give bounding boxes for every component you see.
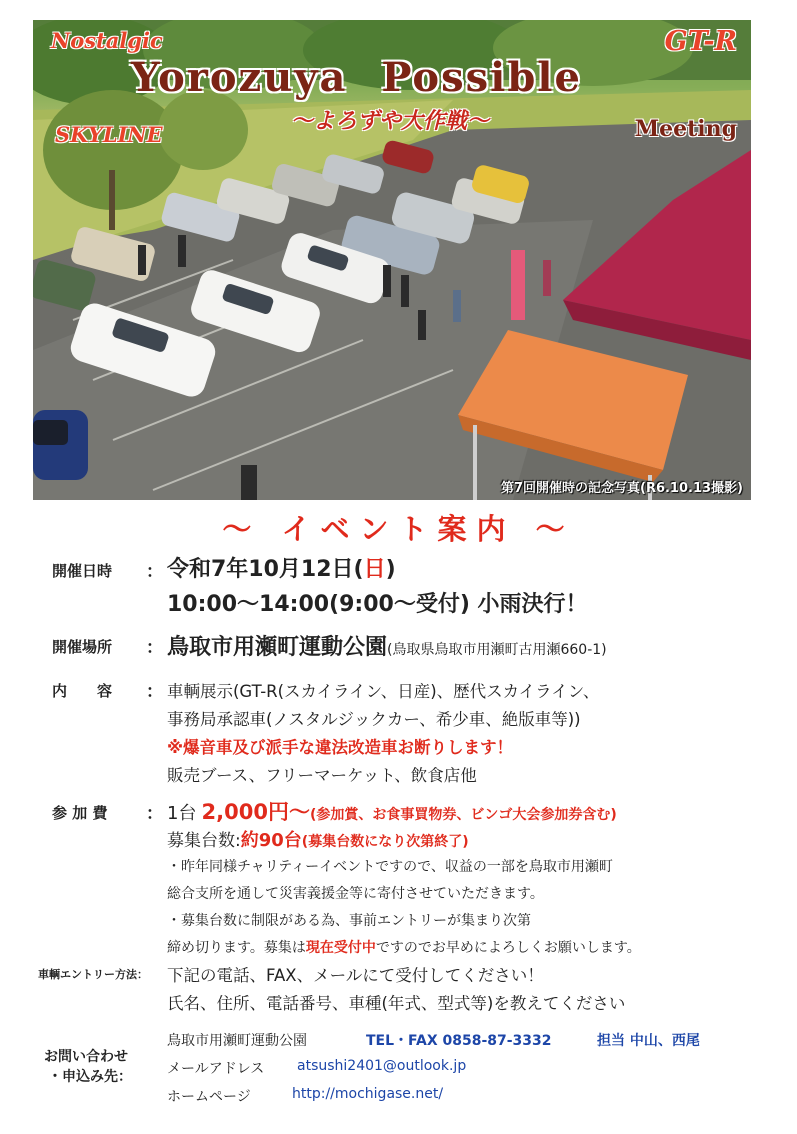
photo-caption: 第7回開催時の記念写真(R6.10.13撮影) bbox=[500, 481, 743, 496]
date-label: 開催日時 bbox=[52, 562, 113, 580]
event-title: Yorozuya Possible bbox=[131, 54, 582, 101]
date-day: 日 bbox=[363, 557, 386, 582]
limit-line-2: 締め切ります。募集は現在受付中ですのでお早めによろしくお願いします。 bbox=[167, 940, 641, 956]
event-subtitle: ～よろずや大作戦～ bbox=[291, 108, 490, 134]
content-line-4: 販売ブース、フリーマーケット、飲食店他 bbox=[167, 766, 477, 785]
contact-label-2: ・申込み先： bbox=[48, 1069, 132, 1085]
nostalgic-text: Nostalgic bbox=[51, 28, 163, 53]
fee-price: 2,000円～ bbox=[201, 800, 310, 824]
date-line-2: 10:00～14:00(9:00～受付) 小雨決行！ bbox=[167, 592, 588, 617]
content-line-2: 事務局承認車(ノスタルジックカー、希少車、絶版車等)) bbox=[167, 710, 581, 729]
gtr-text: GT-R bbox=[664, 26, 737, 57]
limit-line-1: ・募集台数に制限がある為、事前エントリーが集まり次第 bbox=[167, 913, 531, 929]
venue-label: 開催場所 bbox=[52, 638, 113, 656]
skyline-text: SKYLINE bbox=[55, 122, 163, 147]
venue-address: (鳥取県鳥取市用瀬町古用瀬660-1) bbox=[387, 642, 607, 658]
mail-label: メールアドレス bbox=[167, 1061, 265, 1077]
date-line-1: 令和7年10月12日(日) bbox=[167, 557, 396, 582]
fee-note: (参加賞、お食事買物券、ビンゴ大会参加券含む) bbox=[309, 807, 617, 823]
event-info-heading: ～ イベント案内 ～ bbox=[222, 512, 575, 546]
content-warning: ※爆音車及び派手な違法改造車お断りします！ bbox=[167, 738, 514, 757]
entry-label: 車輌エントリー方法： bbox=[38, 968, 148, 981]
contact-label-1: お問い合わせ bbox=[44, 1049, 128, 1065]
date-colon: ： bbox=[146, 562, 163, 582]
capacity-value: 約90台 bbox=[240, 830, 302, 851]
now-accepting: 現在受付中 bbox=[305, 940, 376, 956]
entry-line-1: 下記の電話、FAX、メールにて受付してください！ bbox=[167, 966, 544, 985]
venue-line bbox=[167, 630, 607, 661]
mail-link[interactable]: atsushi2401@outlook.jp bbox=[297, 1058, 467, 1074]
meeting-text: Meeting bbox=[634, 116, 737, 142]
venue-name: 鳥取市用瀬町運動公園 bbox=[167, 635, 388, 660]
homepage-link[interactable]: http://mochigase.net/ bbox=[292, 1086, 444, 1102]
homepage-label: ホームページ bbox=[167, 1089, 251, 1105]
capacity-line: 募集台数:約90台(募集台数になり次第終了) bbox=[167, 830, 469, 851]
charity-line-1: ・昨年同様チャリティーイベントですので、収益の一部を鳥取市用瀬町 bbox=[167, 859, 613, 875]
content-label: 内 容 bbox=[52, 682, 113, 700]
content-line-1: 車輌展示(GT-R(スカイライン、日産)、歴代スカイライン、 bbox=[167, 682, 600, 701]
contact-org: 鳥取市用瀬町運動公園 bbox=[167, 1033, 307, 1049]
capacity-note: (募集台数になり次第終了) bbox=[301, 834, 469, 850]
content-colon: ： bbox=[146, 682, 163, 702]
fee-label: 参 加 費 bbox=[52, 804, 108, 822]
venue-colon: ： bbox=[146, 638, 163, 658]
fee-line: 1台 2,000円～(参加賞、お食事買物券、ビンゴ大会参加券含む) bbox=[167, 800, 617, 824]
contact-tel: TEL・FAX 0858-87-3332 bbox=[366, 1033, 552, 1049]
event-photo bbox=[33, 20, 751, 500]
fee-colon: ： bbox=[146, 804, 163, 824]
entry-line-2: 氏名、住所、電話番号、車種(年式、型式等)を教えてください bbox=[167, 994, 626, 1013]
charity-line-2: 総合支所を通して災害義援金等に寄付させていただきます。 bbox=[167, 886, 544, 902]
contact-person: 担当 中山、西尾 bbox=[597, 1033, 700, 1049]
